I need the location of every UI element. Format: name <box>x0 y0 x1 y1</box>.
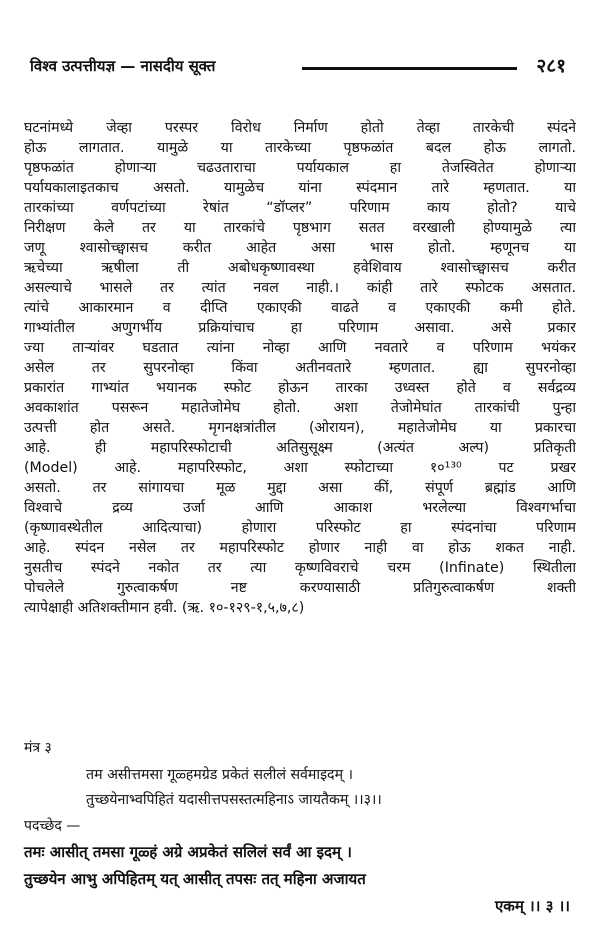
body-line: नुसतीच स्पंदने नकोत तर त्या कृष्णविवराचे चरम (Infinate) स्थितीला <box>24 560 576 576</box>
body-line: आहे. ही महापरिस्फोटाची अतिसुसूक्ष्म (अत्यंत अल्प) प्रतिकृती <box>24 440 576 456</box>
verse-line: तम असीत्तमसा गूळ्हमग्रेड प्रकेतं सलीलं सर्वमाइदम् । <box>86 767 353 783</box>
mantra-label: मंत्र ३ <box>24 740 52 756</box>
body-line: त्यापेक्षाही अतिशक्तीमान हवी. (ऋ. १०-१२९-१,५,७,८) <box>24 600 305 616</box>
padaccheda-line: एकम् ।। ३ ।। <box>495 897 570 915</box>
body-line: तारकांच्या वर्णपटांच्या रेषांत “डॉप्लर” परिणाम काय होतो? याचे <box>24 200 576 216</box>
body-line: उत्पत्ती होत असते. मृगनक्षत्रांतील (ओरायन), महातेजोमेघ या प्रकारचा <box>24 420 576 436</box>
body-line: गाभ्यांतील अणुगर्भीय प्रक्रियांचाच हा परिणाम असावा. असे प्रकार <box>24 320 576 336</box>
body-line: विश्वाचे द्रव्य उर्जा आणि आकाश भरलेल्या विश्वगर्भाचा <box>24 500 576 516</box>
body-line: प्रकारांत गाभ्यांत भयानक स्फोट होऊन तारका उध्वस्त होते व सर्वद्रव्य <box>24 380 576 396</box>
body-line: त्यांचे आकारमान व दीप्ति एकाएकी वाढते व एकाएकी कमी होते. <box>24 300 576 316</box>
body-line: अवकाशांत पसरून महातेजोमेघ होतो. अशा तेजोमेघांत तारकांची पुन्हा <box>24 400 576 416</box>
page-header <box>30 52 570 82</box>
header-rule <box>302 67 517 70</box>
body-line: घटनांमध्ये जेव्हा परस्पर विरोध निर्माण होतो तेव्हा तारकेची स्पंदने <box>24 120 576 136</box>
body-line: असल्याचे भासले तर त्यांत नवल नाही.। कांही तारे स्फोटक असतात. <box>24 280 576 296</box>
body-line: पर्यायकालाइतकाच असतो. यामुळेच यांना स्पंदमान तारे म्हणतात. या <box>24 180 576 196</box>
running-title: विश्व उत्पत्तीयज्ञ — नासदीय सूक्त <box>30 57 216 75</box>
body-line: ऋचेच्या ऋषीला ती अबोधकृष्णावस्था हवेशिवाय श्वासोच्छ्वासच करीत <box>24 260 576 276</box>
body-line: (Model) आहे. महापरिस्फोट, अशा स्फोटाच्या १०¹³⁰ पट प्रखर <box>24 460 576 476</box>
padaccheda-line: तमः आसीत् तमसा गूळ्हं अग्रे अप्रकेतं सलिलं सर्वं आ इदम् । <box>24 843 352 861</box>
body-line: पोचलेले गुरुत्वाकर्षण नष्ट करण्यासाठी प्रतिगुरुत्वाकर्षण शक्ती <box>24 580 576 596</box>
body-line: (कृष्णावस्थेतील आदित्याचा) होणारा परिस्फोट हा स्पंदनांचा परिणाम <box>24 520 576 536</box>
body-line: ज्या ताऱ्यांवर घडतात त्यांना नोव्हा आणि नवतारे व परिणाम भयंकर <box>24 340 576 356</box>
body-line: होऊ लागतात. यामुळे या तारकेच्या पृष्ठफळांत बदल होऊ लागतो. <box>24 140 576 156</box>
padaccheda-line: तुच्छयेन आभु अपिहितम् यत् आसीत् तपसः तत् महिना अजायत <box>24 870 366 888</box>
body-line: पृष्ठफळांत होणाऱ्या चढउताराचा पर्यायकाल हा तेजस्वितेत होणाऱ्या <box>24 160 576 176</box>
page-number: २८१ <box>536 55 566 77</box>
body-line: असेल तर सुपरनोव्हा किंवा अतीनवतारे म्हणतात. ह्या सुपरनोव्हा <box>24 360 576 376</box>
body-line: असतो. तर सांगायचा मूळ मुद्दा असा कीं, संपूर्ण ब्रह्मांड आणि <box>24 480 576 496</box>
padaccheda-label: पदच्छेद — <box>24 818 81 834</box>
body-line: आहे. स्पंदन नसेल तर महापरिस्फोट होणार नाही वा होऊ शकत नाही. <box>24 540 576 556</box>
body-paragraph <box>24 118 576 618</box>
body-line: जणू श्वासोच्छ्वासच करीत आहेत असा भास होतो. म्हणूनच या <box>24 240 576 256</box>
body-line: निरीक्षण केले तर या तारकांचे पृष्ठभाग सतत वरखाली होण्यामुळे त्या <box>24 220 576 236</box>
verse-line: तुच्छयेनाभ्वपिहितं यदासीत्तपसस्तत्महिनाऽ जायतैकम् ।।३।। <box>86 792 382 808</box>
